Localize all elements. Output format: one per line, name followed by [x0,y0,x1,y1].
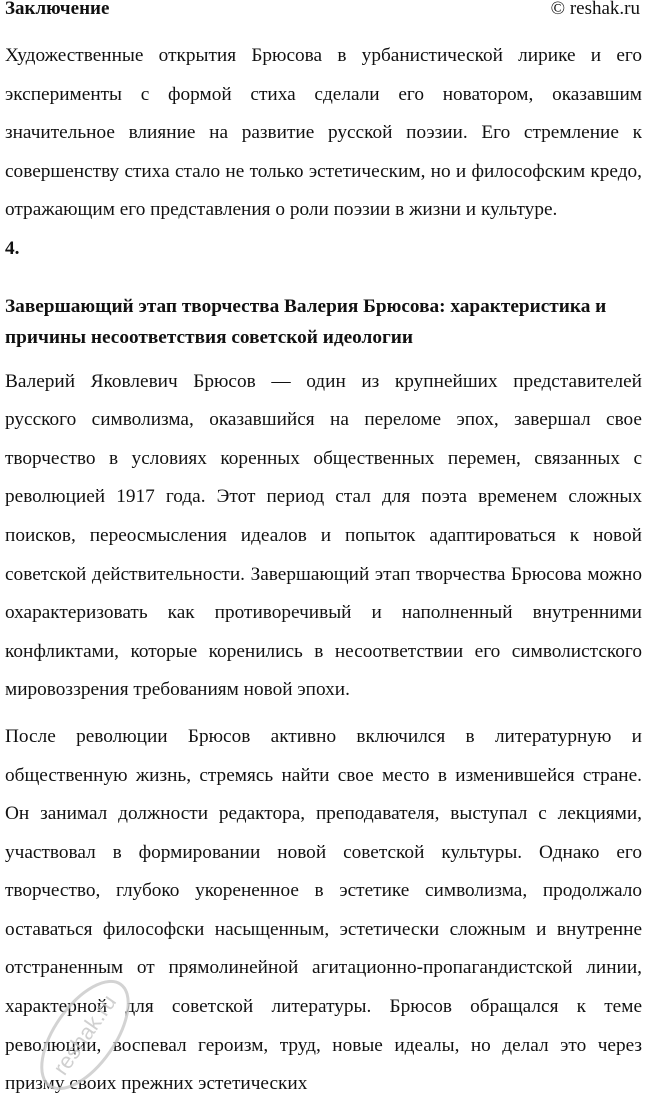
copyright-notice: © reshak.ru [550,0,640,19]
watermark-text: reshak.ru [48,989,122,1080]
conclusion-paragraph: Художественные открытия Брюсова в урбанистической лирике и его эксперименты с формой стиха сделали его новатором, оказавшим значительное влияние на развитие русской поэзии. Его стремление к совершенству стиха стало не только эстетическим, но и философским кредо, отражающим его представления о роли поэзии в жизни и культуре. [5,45,642,221]
body-paragraph: Валерий Яковлевич Брюсов — один из крупнейших представителей русского символизма, оказавшийся на переломе эпох, завершал свое творчество в условиях коренных общественных перемен, связанных с революцией 1917 года. Этот период стал для поэта временем сложных поисков, переосмысления идеалов и попыток адаптироваться к новой советской действительности. Завершающий этап творчества Брюсова можно охарактеризовать как противоречивый и наполненный внутренними конфликтами, которые коренились в несоответствии его символистского мировоззрения требованиям новой эпохи. [5,370,642,701]
body-paragraph: После революции Брюсов активно включился в литературную и общественную жизнь, стремясь найти свое место в изменившейся стране. Он занимал должности редактора, преподавателя, выступал с лекциями, участвовал в формировании новой советской культуры. Однако его творчество, глубоко укорененное в эстетике символизма, продолжало оставаться философски насыщенным, эстетически сложным и внутренне отстраненным от прямолинейной агитационно-пропагандистской линии, характерной для советской литературы. Брюсов обращался к теме революции, воспевал героизм, труд, новые идеалы, но делал это через призму своих прежних эстетических [5,725,642,1095]
page-header [5,0,642,28]
section-number: 4. [5,237,20,259]
section-label: Заключение [5,0,110,19]
section-title: Завершающий этап творчества Валерия Брюсова: характеристика и причины несоответствия советской идеологии [5,295,607,348]
